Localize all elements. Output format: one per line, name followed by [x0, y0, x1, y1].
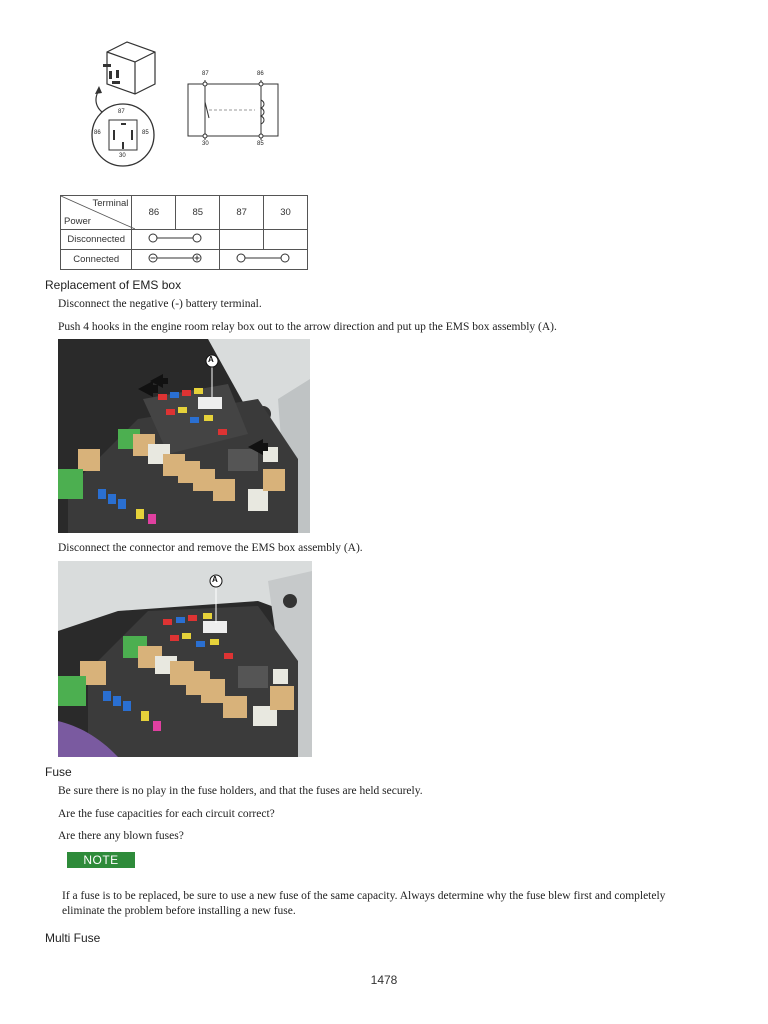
callout-a-label: A	[212, 575, 218, 584]
disconnected-86-85-continuity	[132, 230, 220, 250]
table-header-power: Power	[64, 216, 91, 227]
step-push-hooks: Push 4 hooks in the engine room relay box out to the arrow direction and put up the EMS box assembly (A).	[58, 321, 557, 333]
engine-relay-box-image	[58, 339, 310, 533]
terminal-continuity-table	[60, 195, 308, 270]
table-col-86: 86	[132, 196, 176, 230]
ems-box-removed-image	[58, 561, 312, 757]
power-polarity-icon	[133, 251, 219, 265]
table-header-diagonal-cell	[61, 196, 132, 230]
table-col-87: 87	[220, 196, 264, 230]
section-heading-fuse: Fuse	[45, 765, 72, 779]
relay-pin-30-label: 30	[119, 153, 126, 159]
callout-a-label: A	[208, 355, 214, 364]
connected-86-85-power	[132, 250, 220, 270]
section-heading-ems-box: Replacement of EMS box	[45, 278, 182, 292]
relay-pin-87-label: 87	[118, 109, 125, 115]
relay-drawing	[85, 38, 170, 170]
ems-box-photo-1	[58, 339, 310, 533]
table-row-connected: Connected	[61, 250, 132, 270]
section-heading-multi-fuse: Multi Fuse	[45, 931, 101, 945]
schematic-85-label: 85	[257, 141, 264, 147]
schematic-30-label: 30	[202, 141, 209, 147]
relay-pin-86-label: 86	[94, 130, 101, 136]
table-cell-empty	[264, 230, 308, 250]
ems-box-photo-2	[58, 561, 312, 757]
step-disconnect-connector: Disconnect the connector and remove the EMS box assembly (A).	[58, 542, 363, 554]
continuity-line-icon	[133, 231, 219, 245]
relay-illustration	[85, 38, 170, 170]
table-col-30: 30	[264, 196, 308, 230]
relay-schematic-drawing	[185, 70, 280, 150]
fuse-check-capacities: Are the fuse capacities for each circuit correct?	[58, 808, 275, 820]
table-col-85: 85	[176, 196, 220, 230]
relay-schematic	[185, 70, 280, 150]
relay-pin-85-label: 85	[142, 130, 149, 136]
schematic-87-label: 87	[202, 71, 209, 77]
fuse-check-holders: Be sure there is no play in the fuse holders, and that the fuses are held securely.	[58, 785, 423, 797]
schematic-86-label: 86	[257, 71, 264, 77]
connected-87-30-continuity	[220, 250, 308, 270]
note-text: If a fuse is to be replaced, be sure to use a new fuse of the same capacity. Always determine why the fuse blew first and completely eliminate the problem before installing a new fuse.	[62, 890, 666, 917]
fuse-check-blown: Are there any blown fuses?	[58, 830, 184, 842]
table-cell-empty	[220, 230, 264, 250]
continuity-line-icon	[221, 251, 307, 265]
page-number: 1478	[370, 973, 398, 987]
table-header-terminal: Terminal	[92, 198, 129, 209]
note-badge: NOTE	[67, 852, 135, 868]
step-disconnect-battery: Disconnect the negative (-) battery terminal.	[58, 298, 262, 310]
table-row-disconnected: Disconnected	[61, 230, 132, 250]
